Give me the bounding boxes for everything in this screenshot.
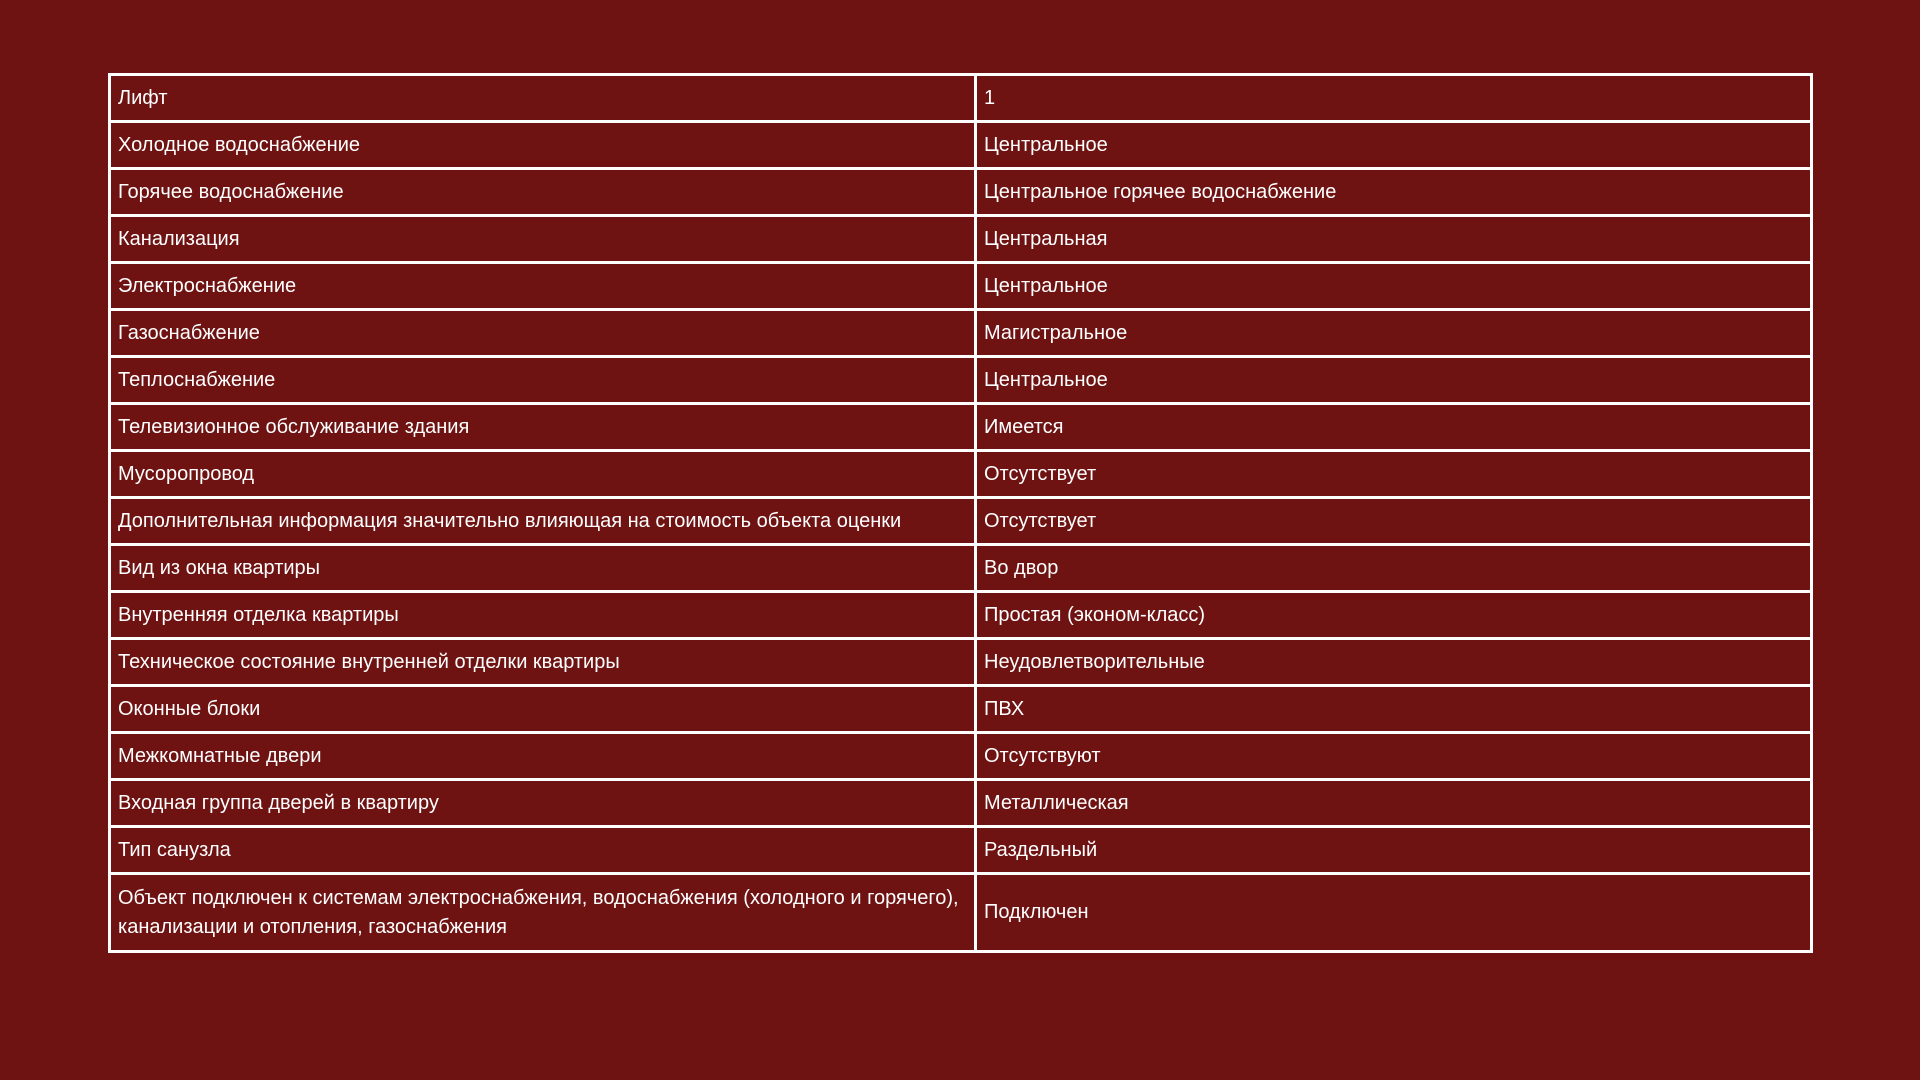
row-key: Лифт [110,75,976,122]
table-row [110,75,1812,122]
row-key: Межкомнатные двери [110,733,976,780]
row-key: Дополнительная информация значительно влияющая на стоимость объекта оценки [110,498,976,545]
table-row [110,827,1812,874]
row-value: Центральное [976,357,1812,404]
row-value: Металлическая [976,780,1812,827]
property-table [108,73,1813,953]
row-key: Теплоснабжение [110,357,976,404]
row-key: Телевизионное обслуживание здания [110,404,976,451]
row-key: Внутренняя отделка квартиры [110,592,976,639]
property-table-container [108,73,1813,953]
row-value: Центральная [976,216,1812,263]
row-key: Объект подключен к системам электроснабжения, водоснабжения (холодного и горячего), канализации и отопления, газоснабжения [110,874,976,952]
table-row [110,169,1812,216]
table-row [110,310,1812,357]
row-key: Электроснабжение [110,263,976,310]
table-row [110,451,1812,498]
row-value: Отсутствует [976,451,1812,498]
row-value: Неудовлетворительные [976,639,1812,686]
table-row [110,216,1812,263]
row-value: Отсутствуют [976,733,1812,780]
table-row [110,545,1812,592]
row-key: Холодное водоснабжение [110,122,976,169]
row-value: Подключен [976,874,1812,952]
row-key: Техническое состояние внутренней отделки квартиры [110,639,976,686]
row-key: Газоснабжение [110,310,976,357]
table-row [110,874,1812,952]
table-row [110,592,1812,639]
table-row [110,357,1812,404]
row-key: Канализация [110,216,976,263]
row-key: Тип санузла [110,827,976,874]
table-row [110,733,1812,780]
table-row [110,263,1812,310]
table-row [110,498,1812,545]
row-value: Магистральное [976,310,1812,357]
row-value: Центральное [976,263,1812,310]
table-row [110,122,1812,169]
row-key: Входная группа дверей в квартиру [110,780,976,827]
row-value: ПВХ [976,686,1812,733]
row-value: Раздельный [976,827,1812,874]
row-key: Горячее водоснабжение [110,169,976,216]
row-value: Имеется [976,404,1812,451]
row-value: 1 [976,75,1812,122]
row-value: Центральное горячее водоснабжение [976,169,1812,216]
table-row [110,780,1812,827]
row-key: Вид из окна квартиры [110,545,976,592]
row-value: Простая (эконом-класс) [976,592,1812,639]
table-row [110,404,1812,451]
table-row [110,639,1812,686]
row-value: Отсутствует [976,498,1812,545]
table-row [110,686,1812,733]
row-value: Центральное [976,122,1812,169]
row-value: Во двор [976,545,1812,592]
row-key: Мусоропровод [110,451,976,498]
row-key: Оконные блоки [110,686,976,733]
